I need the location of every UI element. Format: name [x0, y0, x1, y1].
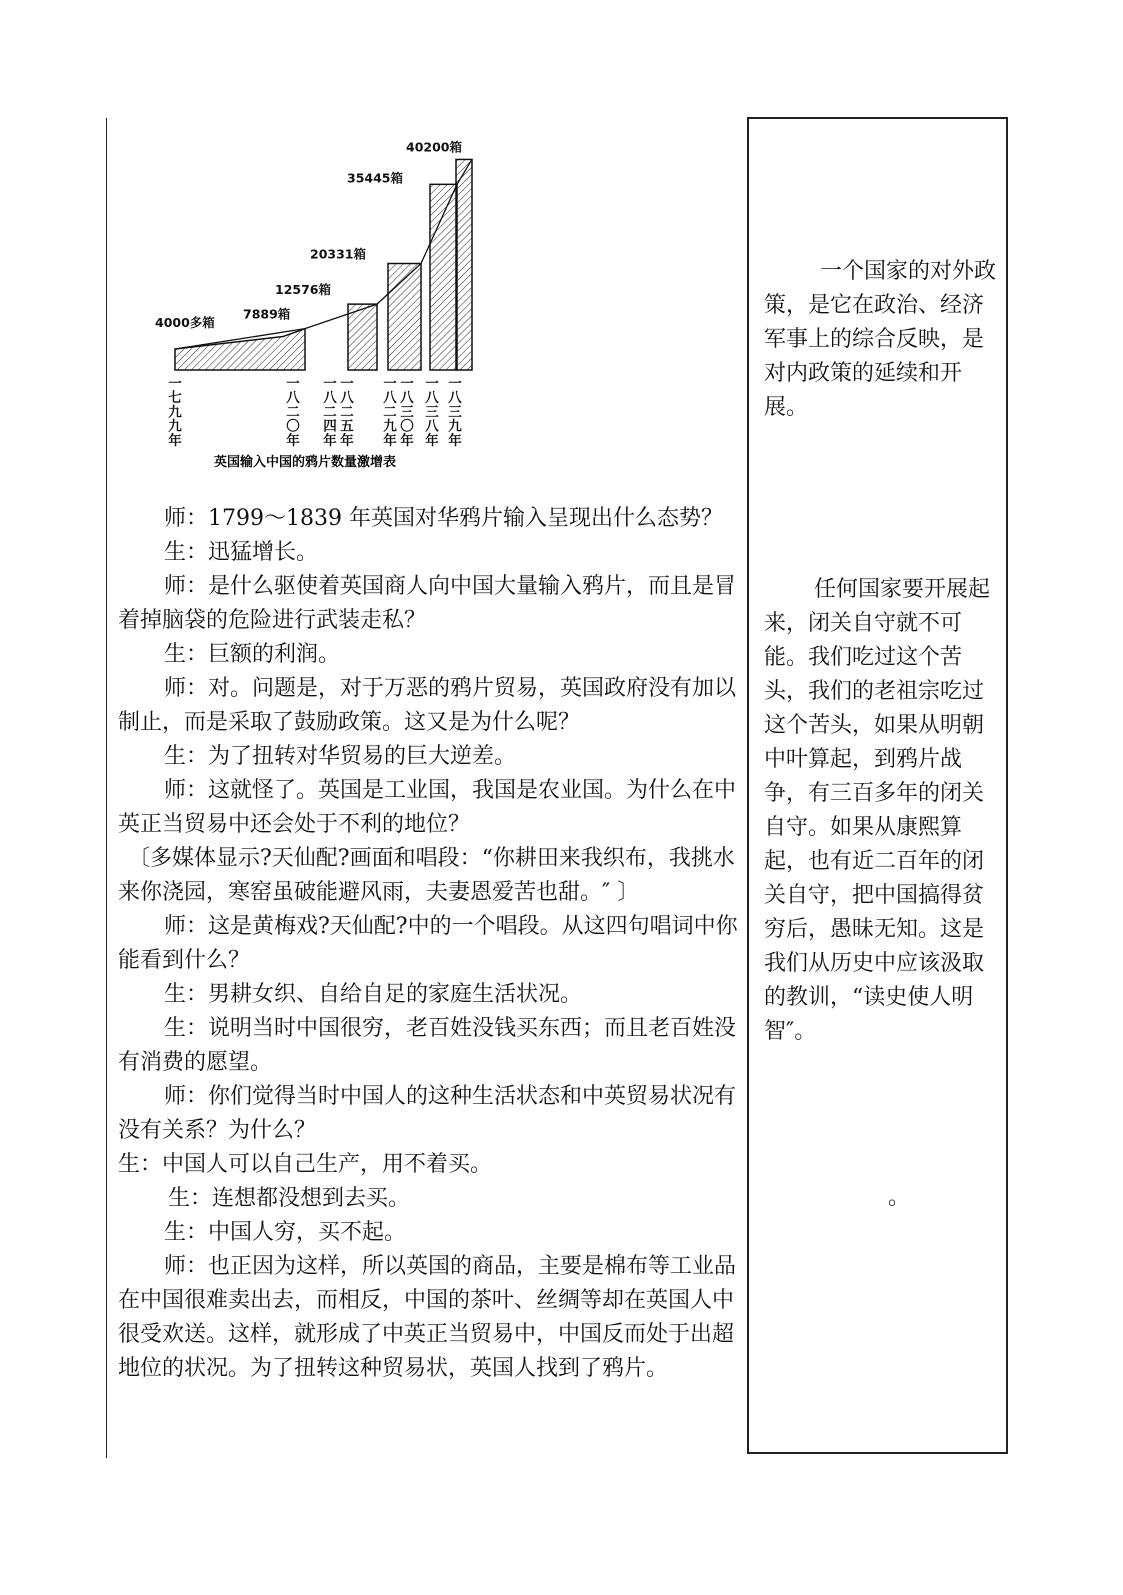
dialog-line: 生：中国人穷，买不起。 — [164, 1220, 407, 1245]
opium-import-chart — [150, 128, 490, 488]
bar-1838 — [430, 184, 457, 370]
dialog-line: 师：也正因为这样，所以英国的商品，主要是棉布等工业品在中国很难卖出去，而相反，中国的茶叶、丝绸等却在英国人中很受欢送。这样，就形成了中英正当贸易中，中国反而处于出超地位的状况。为了扭转这种贸易状，英国人找到了鸦片。 — [118, 1254, 737, 1381]
data-label: 4000多箱 — [155, 315, 215, 331]
bar-1799-1820 — [175, 329, 305, 370]
dialog-line: 师：这是黄梅戏?天仙配?中的一个唱段。从这四句唱词中你能看到什么？ — [118, 914, 738, 973]
stray-mark: 。 — [888, 1185, 911, 1210]
dialog-line: 师：1799～1839 年英国对华鸦片输入呈现出什么态势？ — [164, 506, 723, 531]
data-label: 35445箱 — [347, 170, 403, 186]
dialog-line: 生：巨额的利润。 — [164, 642, 341, 667]
tick-label: 一七九九年 — [168, 376, 182, 449]
dialog-line: 师：是什么驱使着英国商人向中国大量输入鸦片，而且是冒着掉脑袋的危险进行武装走私？ — [118, 574, 737, 633]
side-note-1: 一个国家的对外政策，是它在政治、经济军事上的综合反映，是对内政策的延续和开展。 — [764, 259, 997, 420]
tick-label: 一八二四年 — [323, 376, 337, 449]
side-note-2: 任何国家要开展起来，闭关自守就不可能。我们吃过这个苦头，我们的老祖宗吃过这个苦头，如果从明朝中叶算起，到鸦片战争，有三百多年的闭关自守。如果从康熙算起，也有近二百年的闭关自守，把中国搞得贫穷后，愚昧无知。这是我们从历史中应该汲取的教训，“读史使人明智″。 — [764, 577, 991, 1044]
bar-1824-1825 — [348, 304, 377, 370]
chart-title: 英国输入中国的鸦片数量激增表 — [213, 455, 397, 470]
tick-label: 一八三八年 — [425, 376, 439, 449]
tick-label: 一八三九年 — [448, 376, 462, 449]
side-note-box — [747, 117, 1008, 1454]
left-margin-rule — [106, 118, 107, 1458]
dialog-text — [118, 502, 743, 1386]
dialog-line: 生：说明当时中国很穷，老百姓没钱买东西；而且老百姓没有消费的愿望。 — [118, 1016, 737, 1075]
dialog-line: 〔多媒体显示?天仙配?画面和唱段：“你耕田来我织布，我挑水来你浇园，寒窑虽破能避风雨，夫妻恩爱苦也甜。″ 〕 — [118, 846, 735, 905]
dialog-line: 生：连想都没想到去买。 — [168, 1186, 411, 1211]
dialog-line: 师：你们觉得当时中国人的这种生活状态和中英贸易状况有没有关系？为什么？ — [118, 1084, 737, 1143]
dialog-line: 师：对。问题是，对于万恶的鸦片贸易，英国政府没有加以制止，而是采取了鼓励政策。这又是为什么呢？ — [118, 676, 737, 735]
tick-label: 一八三〇年 — [400, 376, 414, 449]
tick-label: 一八二〇年 — [286, 376, 300, 449]
bar-1839 — [456, 159, 472, 370]
dialog-line: 生：男耕女织、自给自足的家庭生活状况。 — [164, 982, 583, 1007]
dialog-line: 生：迅猛增长。 — [164, 540, 319, 565]
data-label: 7889箱 — [243, 306, 291, 322]
tick-label: 一八二五年 — [340, 376, 354, 449]
dialog-line: 生：中国人可以自己生产，用不着买。 — [118, 1152, 493, 1177]
tick-label: 一八二九年 — [383, 376, 397, 449]
dialog-line: 师：这就怪了。英国是工业国，我国是农业国。为什么在中英正当贸易中还会处于不利的地位？ — [118, 778, 737, 837]
data-label: 40200箱 — [406, 139, 462, 155]
dialog-line: 生：为了扭转对华贸易的巨大逆差。 — [164, 744, 517, 769]
data-label: 12576箱 — [275, 282, 331, 298]
data-label: 20331箱 — [310, 246, 366, 262]
